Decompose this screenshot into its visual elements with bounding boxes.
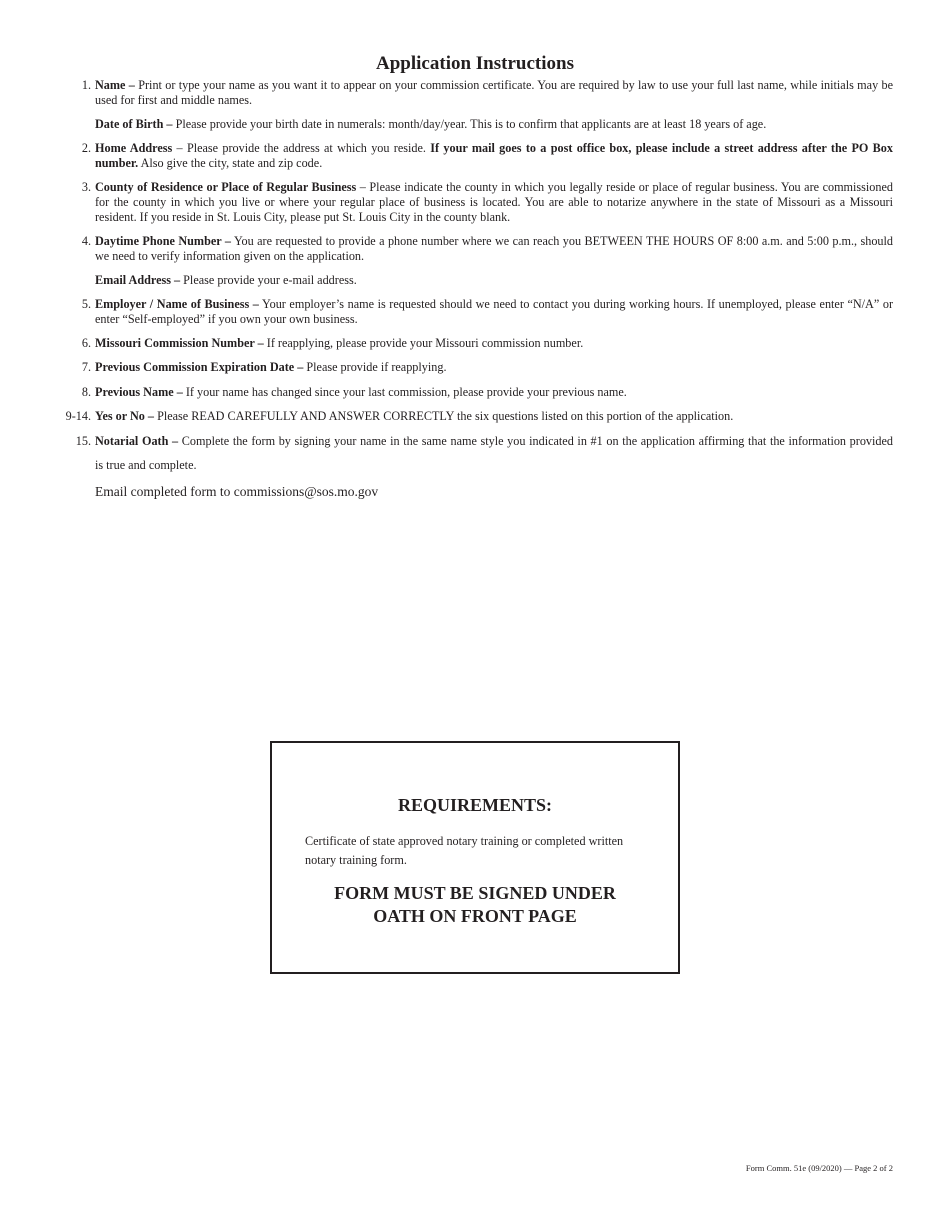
item-number: 5. <box>81 297 91 311</box>
item-text: – Please indicate the county in which you legally reside or place of regular business. You are commissioned for the county in which you live or where your regular place of business is located. You are able to notarize anywhere in the state of Missouri as a Missouri resident. If you reside in St. Louis City, please put St. Louis City in the county blank. <box>95 180 893 224</box>
item-label: Home Address <box>95 141 173 155</box>
requirements-heading: REQUIREMENTS: <box>397 795 553 815</box>
item-label: Date of Birth – <box>95 117 173 131</box>
item-number: 2. <box>81 141 91 155</box>
item-label: Yes or No – <box>95 409 155 423</box>
item-number: 4. <box>81 234 91 248</box>
item-text: If reapplying, please provide your Missouri commission number. <box>263 336 584 350</box>
page-title: Application Instructions <box>376 53 574 74</box>
item-number: 3. <box>81 180 91 194</box>
item-text: Please provide your e-mail address. <box>180 273 357 287</box>
item-text: Print or type your name as you want it to appear on your commission certificate. You are required by law to use your full last name, while initials may be used for first and middle names. <box>95 78 893 107</box>
item-label: Notarial Oath – <box>95 434 179 448</box>
item-text: is true and complete. <box>95 458 197 472</box>
item-number: 6. <box>81 336 91 350</box>
item-text: Your employer’s name is requested should we need to contact you during working hours. If unemployed, please enter “N/A” or enter “Self-employed” if you own your own business. <box>95 297 893 326</box>
item-number: 7. <box>81 360 91 374</box>
requirements-box <box>270 741 680 974</box>
signature-notice-line-2: OATH ON FRONT PAGE <box>373 906 577 926</box>
email-note: Email completed form to commissions@sos.mo.gov <box>95 484 379 499</box>
item-label: Previous Commission Expiration Date – <box>95 360 304 374</box>
item-text: Complete the form by signing your name in the same name style you indicated in #1 on the application affirming that the information provided <box>178 434 894 448</box>
item-bold-note: If your mail goes to a post office box, please include a street address after the PO Box number. <box>95 141 893 170</box>
item-label: Email Address – <box>95 273 181 287</box>
item-text: – Please provide the address at which you reside. <box>172 141 431 155</box>
item-label: Employer / Name of Business – <box>95 297 259 311</box>
signature-notice-line-1: FORM MUST BE SIGNED UNDER <box>334 883 616 903</box>
item-text: You are requested to provide a phone number where we can reach you BETWEEN THE HOURS OF 8:00 a.m. and 5:00 p.m., should we need to verify information given on the application. <box>95 234 893 263</box>
item-text: If your name has changed since your last commission, please provide your previous name. <box>182 385 627 399</box>
item-number: 15. <box>75 434 91 448</box>
signature-notice <box>272 882 678 928</box>
item-text: Please provide if reapplying. <box>303 360 447 374</box>
item-label: County of Residence or Place of Regular Business <box>95 180 357 194</box>
item-number: 9-14. <box>65 409 91 423</box>
item-label: Name – <box>95 78 135 92</box>
item-text-after: Also give the city, state and zip code. <box>138 156 323 170</box>
item-number: 1. <box>81 78 91 92</box>
item-label: Missouri Commission Number – <box>95 336 264 350</box>
item-text: Please READ CAREFULLY AND ANSWER CORRECTLY the six questions listed on this portion of the application. <box>154 409 734 423</box>
item-label: Daytime Phone Number – <box>95 234 231 248</box>
item-text: Please provide your birth date in numerals: month/day/year. This is to confirm that applicants are at least 18 years of age. <box>172 117 767 131</box>
item-number: 8. <box>81 385 91 399</box>
item-label: Previous Name – <box>95 385 183 399</box>
requirements-text: Certificate of state approved notary training or completed written notary training form. <box>305 834 624 867</box>
form-footer: Form Comm. 51e (09/2020) — Page 2 of 2 <box>745 1163 893 1173</box>
